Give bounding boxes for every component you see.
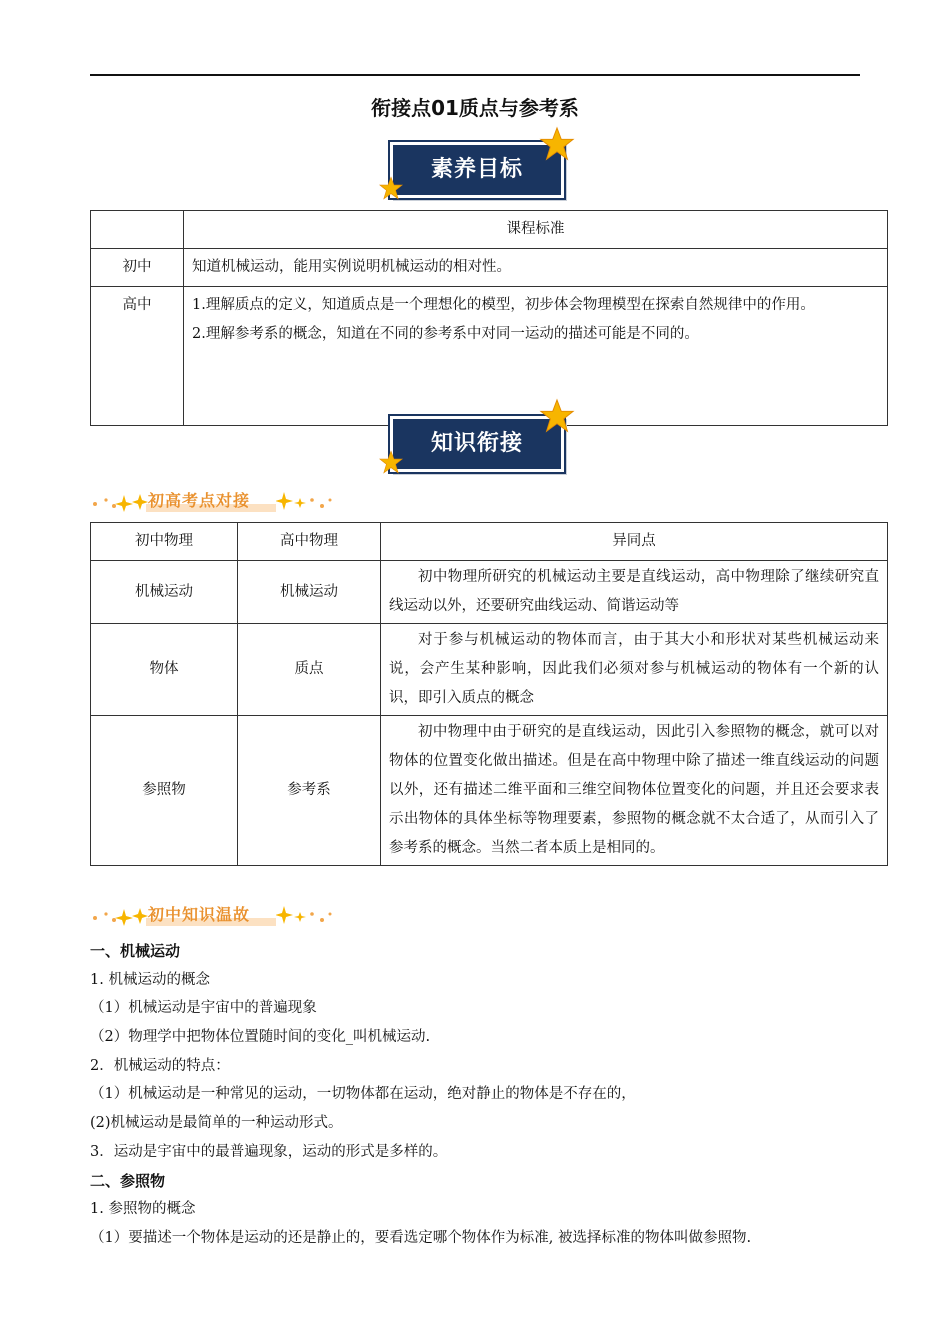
junior-concept: 参照物 bbox=[91, 716, 238, 866]
table-row bbox=[91, 561, 888, 624]
standard-text: 2.理解参考系的概念，知道在不同的参考系中对同一运动的描述可能是不同的。 bbox=[192, 326, 699, 342]
star-icon bbox=[378, 450, 404, 476]
table-header: 初中物理 bbox=[91, 523, 238, 561]
sparkle-icon bbox=[276, 490, 332, 512]
banner-knowledge bbox=[380, 408, 580, 484]
table-header: 课程标准 bbox=[184, 211, 888, 249]
level-label: 高中 bbox=[91, 287, 184, 426]
compare-table bbox=[90, 522, 888, 866]
section-heading: 二、参照物 bbox=[90, 1171, 166, 1190]
banner-label: 知识衔接 bbox=[390, 416, 564, 472]
review-content bbox=[90, 937, 880, 1253]
subhead-review bbox=[92, 900, 332, 928]
text-line: 1. 机械运动的概念 bbox=[90, 971, 210, 988]
star-icon bbox=[378, 176, 404, 202]
sparkle-icon bbox=[276, 904, 332, 926]
sparkle-icon bbox=[92, 492, 148, 512]
text-line: 2．机械运动的特点： bbox=[90, 1057, 230, 1074]
junior-concept: 物体 bbox=[91, 624, 238, 716]
star-icon bbox=[538, 398, 576, 436]
section-heading: 一、机械运动 bbox=[90, 942, 181, 960]
page-title: 衔接点01质点与参考系 bbox=[371, 96, 579, 120]
table-row bbox=[91, 624, 888, 716]
text-line: （2）物理学中把物体位置随时间的变化_叫机械运动. bbox=[90, 1029, 431, 1046]
text-line: 1. 参照物的概念 bbox=[90, 1201, 196, 1218]
senior-concept: 质点 bbox=[238, 624, 381, 716]
subhead-label: 初高考点对接 bbox=[148, 491, 251, 510]
diff-text: 对于参与机械运动的物体而言，由于其大小和形状对某些机械运动来说，会产生某种影响，因此我们必须对参与机械运动的物体有一个新的认识，即引入质点的概念 bbox=[381, 624, 888, 716]
diff-text: 初中物理所研究的机械运动主要是直线运动，高中物理除了继续研究直线运动以外，还要研究曲线运动、简谐运动等 bbox=[381, 561, 888, 624]
table-header: 异同点 bbox=[381, 523, 888, 561]
standards-table bbox=[90, 210, 888, 426]
text-line: （1）机械运动是一种常见的运动，一切物体都在运动，绝对静止的物体是不存在的， bbox=[90, 1086, 636, 1103]
standard-text: 1.理解质点的定义，知道质点是一个理想化的模型，初步体会物理模型在探索自然规律中的作用。 bbox=[192, 297, 815, 313]
star-icon bbox=[538, 126, 576, 164]
table-cell bbox=[91, 211, 184, 249]
standard-text: 知道机械运动，能用实例说明机械运动的相对性。 bbox=[184, 249, 888, 287]
sparkle-icon bbox=[92, 906, 148, 926]
junior-concept: 机械运动 bbox=[91, 561, 238, 624]
subhead-label: 初中知识温故 bbox=[148, 905, 251, 924]
text-line: （1）机械运动是宇宙中的普遍现象 bbox=[90, 1000, 317, 1017]
table-row bbox=[91, 716, 888, 866]
level-label: 初中 bbox=[91, 249, 184, 287]
text-line: (2)机械运动是最简单的一种运动形式。 bbox=[90, 1115, 343, 1132]
banner-goals bbox=[380, 134, 580, 210]
senior-concept: 参考系 bbox=[238, 716, 381, 866]
diff-text: 初中物理中由于研究的是直线运动，因此引入参照物的概念，就可以对物体的位置变化做出描述。但是在高中物理中除了描述一维直线运动的问题以外，还有描述二维平面和三维空间物体位置变化的问题，并且还会要求表示出物体的具体坐标等物理要素，参照物的概念就不太合适了，从而引入了参考系的概念。当然二者本质上是相同的。 bbox=[381, 716, 888, 866]
table-header: 高中物理 bbox=[238, 523, 381, 561]
senior-concept: 机械运动 bbox=[238, 561, 381, 624]
header-rule bbox=[90, 74, 860, 76]
text-line: 3．运动是宇宙中的最普遍现象，运动的形式是多样的。 bbox=[90, 1143, 448, 1160]
banner-label: 素养目标 bbox=[390, 142, 564, 198]
subhead-exam-points bbox=[92, 486, 332, 514]
text-line: （1）要描述一个物体是运动的还是静止的，要看选定哪个物体作为标准, 被选择标准的物体叫做参照物. bbox=[90, 1229, 752, 1246]
